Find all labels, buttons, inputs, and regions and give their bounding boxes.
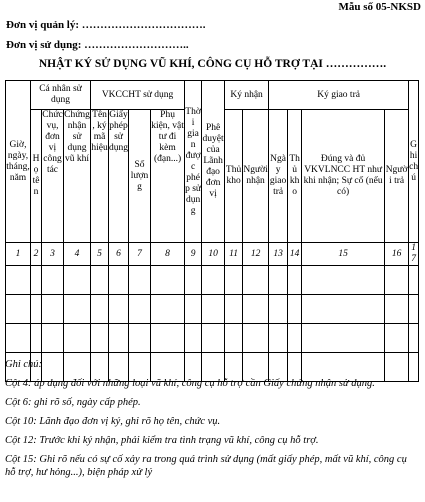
column-number: 11 — [225, 243, 243, 266]
header-permit: Giấy phép sử dụng — [109, 110, 129, 243]
header-storekeeper-return: Thủ kho — [288, 110, 302, 243]
column-number: 4 — [64, 243, 91, 266]
notes-heading: Ghi chú: — [5, 359, 43, 370]
header-notes: Ghi chú — [409, 81, 419, 243]
header-group-personal: Cá nhân sử dụng — [31, 81, 91, 110]
header-approval: Phê duyệt của Lãnh đạo đơn vị — [202, 81, 225, 243]
header-full-name: Họ tên — [31, 110, 42, 243]
note-column-10: Cột 10: Lãnh đạo đơn vị ký, ghi rõ họ tên, chức vụ. — [5, 416, 221, 427]
header-group-return: Ký giao trả — [269, 81, 409, 110]
column-number: 13 — [269, 243, 288, 266]
document-title: NHẬT KÝ SỬ DỤNG VŨ KHÍ, CÔNG CỤ HỖ TRỢ TẠI ……………. — [38, 58, 387, 70]
header-accessories: Phụ kiện, vật tư đi kèm (đạn...) — [151, 110, 185, 243]
column-number: 16 — [385, 243, 409, 266]
note-column-6: Cột 6: ghi rõ số, ngày cấp phép. — [5, 397, 141, 408]
header-position: Chức vụ, đơn vị công tác — [42, 110, 64, 243]
form-number: Mẫu số 05-NKSD — [338, 1, 421, 13]
header-condition: Đúng và đủ VKVLNCC HT như khi nhận; Sự cố (nếu có) — [302, 110, 385, 243]
using-unit-line: Đơn vị sử dụng: ……………………….. — [6, 39, 189, 51]
empty-entry-row — [6, 266, 419, 295]
header-return-date: Ngày giao trả — [269, 110, 288, 243]
note-column-12: Cột 12: Trước khi ký nhận, phải kiểm tra tình trạng vũ khí, công cụ hỗ trợ. — [5, 435, 319, 446]
column-number: 14 — [288, 243, 302, 266]
column-number: 3 — [42, 243, 64, 266]
managing-unit-line: Đơn vị quản lý: ……………………………. — [6, 19, 206, 31]
column-number: 5 — [91, 243, 109, 266]
column-number: 10 — [202, 243, 225, 266]
empty-entry-row — [6, 295, 419, 324]
column-number: 7 — [129, 243, 151, 266]
column-number: 8 — [151, 243, 185, 266]
column-number-row — [6, 243, 419, 266]
header-returner: Người trả — [385, 110, 409, 243]
header-quantity: Số lượng — [129, 110, 151, 243]
header-weapon-name: Tên, ký mã hiệu — [91, 110, 109, 243]
header-group-receive: Ký nhận — [225, 81, 269, 110]
usage-log-table — [5, 80, 419, 382]
header-receiver: Người nhận — [243, 110, 269, 243]
header-group-weapon: VKCCHT sử dụng — [91, 81, 185, 110]
header-storekeeper-receive: Thủ kho — [225, 110, 243, 243]
column-number: 17 — [409, 243, 419, 266]
note-column-15: Cột 15: Ghi rõ nếu có sự cố xảy ra trong quá trình sử dụng (mất giấy phép, mất vũ khí, công cụ hỗ trợ, hư hỏng...), biện pháp xử lý — [5, 454, 407, 478]
header-certificate: Chứng nhận sử dụng vũ khí — [64, 110, 91, 243]
header-allowed-time: Thời gian được phép sử dụng — [185, 81, 202, 243]
column-number: 9 — [185, 243, 202, 266]
column-number: 6 — [109, 243, 129, 266]
note-column-4: Cột 4: áp dụng đối với những loại vũ khí, công cụ hỗ trợ cần Giấy chứng nhận sử dụng. — [5, 378, 375, 389]
column-number: 15 — [302, 243, 385, 266]
column-number: 1 — [6, 243, 31, 266]
notes-section — [5, 358, 419, 485]
empty-entry-row — [6, 324, 419, 353]
column-number: 12 — [243, 243, 269, 266]
column-number: 2 — [31, 243, 42, 266]
header-time: Giờ, ngày, tháng, năm — [6, 81, 31, 243]
